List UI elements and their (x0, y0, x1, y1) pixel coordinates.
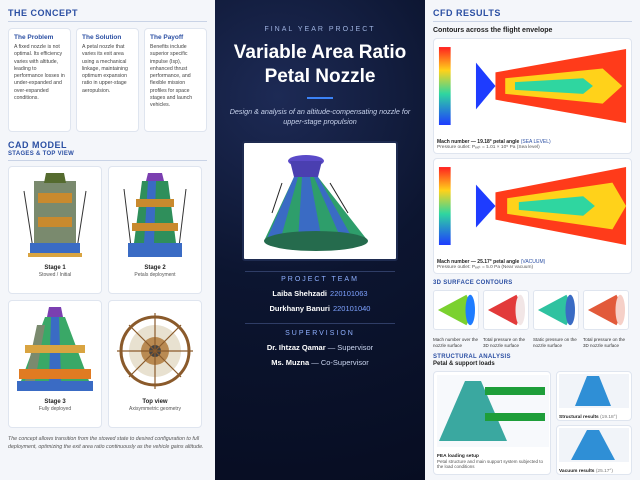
accent-bar (307, 97, 333, 99)
divider (245, 271, 395, 272)
mini-angle: (25.17°) (595, 468, 613, 474)
struct-results (556, 371, 632, 475)
fea-sub: Petal structure and main support system subjected to the load conditions (437, 458, 544, 469)
team-member (215, 289, 425, 298)
surface-caption: Total pressure on the 3D nozzle surface (583, 337, 626, 348)
cfd-card-vacuum (433, 158, 632, 274)
supervisor-name: Dr. Ihtzaz Qamar (266, 343, 326, 353)
cad-grid (8, 166, 207, 428)
concept-cards (8, 28, 207, 132)
struct-title: STRUCTURAL ANALYSIS (433, 353, 511, 360)
surface-mach-icon (433, 290, 479, 330)
surface-static-pressure-icon (533, 290, 579, 330)
cfd-subtitle: Contours across the flight envelope (433, 27, 553, 34)
divider (8, 160, 207, 161)
surface-total-pressure-icon (483, 290, 529, 330)
stage-caption: Axisymmetric geometry (129, 406, 181, 412)
cfd-title: CFD RESULTS (433, 8, 501, 18)
stage-label: Stage 1 (44, 265, 66, 271)
surface-title: 3D SURFACE CONTOURS (433, 280, 513, 286)
stage-3-render-icon (15, 305, 95, 397)
stage-label: Stage 2 (144, 265, 166, 271)
cad-stage-2 (108, 166, 202, 294)
surface-caption: Total pressure on the 3D nozzle surface (483, 337, 526, 348)
card-title: The Solution (82, 34, 122, 41)
struct-subtitle: Petal & support loads (433, 360, 495, 367)
title-line-1: Variable Area Ratio (233, 42, 407, 63)
cad-stage-3 (8, 300, 102, 428)
card-problem (8, 28, 71, 132)
supervisor (215, 343, 425, 352)
surface-item (483, 290, 529, 349)
stage-caption: Fully deployed (38, 406, 72, 412)
stage-label: Top view (142, 399, 168, 405)
cfd-subcaption: Pressure outlet: Pₑₓᵢₜ = 5.0 Pa (Near vacuum) (437, 265, 534, 270)
cfd-card-sea-level (433, 38, 632, 154)
mini-label: Vacuum results (559, 468, 595, 474)
stage-1-render-icon (20, 171, 90, 263)
card-text: A fixed nozzle is not optimal. Its efficiency varies with altitude, leading to performance losses in under-expanded and over-expanded conditions. (14, 44, 65, 101)
member-name: Laiba Shehzadi (272, 289, 328, 299)
stage-caption: Stowed / Initial (38, 272, 72, 278)
mini-caption (559, 469, 629, 474)
cad-subtitle: STAGES & TOP VIEW (8, 151, 75, 157)
mach-contour-vacuum-icon (437, 162, 628, 252)
card-text: Benefits include superior specific impulse (Isp), enhanced thrust performance, and flexible mission profiles for space stages and launch vehicles. (150, 44, 193, 109)
mach-contour-sea-level-icon (437, 42, 628, 132)
supervision-heading: SUPERVISION (285, 330, 355, 338)
co-supervisor (215, 358, 425, 367)
supervisor-name: Ms. Muzna (271, 358, 310, 368)
surface-item (433, 290, 479, 349)
card-text: A petal nozzle that varies its exit area using a mechanical linkage, maintaining optimum expansion ratio in upper-stage aeropulsion. (82, 44, 128, 94)
hero-render (242, 141, 398, 261)
center-column (215, 0, 425, 480)
card-payoff (144, 28, 207, 132)
member-name: Durkhany Banuri (269, 304, 330, 314)
divider (433, 21, 632, 22)
mini-angle: (19.18°) (600, 414, 618, 420)
stage-2-render-icon (120, 171, 190, 263)
cfd-caption-text: Mach number — 25.17° petal angle (437, 259, 520, 265)
surface-caption: Mach number over the nozzle surface (433, 337, 479, 348)
card-title: The Payoff (150, 34, 184, 41)
cad-top-view (108, 300, 202, 428)
divider (245, 323, 395, 324)
concept-title: THE CONCEPT (8, 8, 79, 18)
member-roll: 220101040 (332, 304, 371, 314)
mini-label: Structural results (559, 414, 599, 420)
vacuum-result-icon (559, 428, 629, 462)
project-tagline: Design & analysis of an altitude-compensating nozzle for upper-stage propulsion (229, 106, 411, 126)
card-title: The Problem (14, 34, 54, 41)
title-line-2: Petal Nozzle (264, 65, 376, 87)
divider (8, 21, 207, 22)
struct-result-icon (559, 374, 629, 408)
stage-label: Stage 3 (44, 399, 66, 405)
cfd-subcaption: Pressure outlet: Pₑₓᵢₜ = 1.01 × 10⁵ Pa (Sea level) (437, 145, 540, 150)
team-member (215, 304, 425, 313)
mini-caption (559, 415, 629, 420)
project-title (215, 41, 425, 89)
cfd-tag: (SEA LEVEL) (520, 139, 551, 145)
card-solution (76, 28, 139, 132)
top-view-render-icon (117, 305, 193, 397)
fea-label: FEA loading setup (437, 453, 479, 459)
supervisor-role: — Co-Supervisor (311, 358, 369, 368)
struct-row (433, 371, 632, 475)
stage-caption: Petals deployment (134, 272, 176, 278)
team-heading: PROJECT TEAM (281, 276, 359, 284)
fea-model-icon (437, 375, 549, 447)
cfd-tag: (VACUUM) (520, 259, 546, 265)
project-kicker: FINAL YEAR PROJECT (264, 26, 376, 33)
cad-footnote: The concept allows transition from the stowed state to desired configuration to full deployment, optimizing the exit area ratio continuously as the vehicle gains altitude. (8, 436, 204, 450)
cad-stage-1 (8, 166, 102, 294)
surface-item (583, 290, 629, 349)
nozzle-render-icon (244, 143, 396, 259)
left-column (0, 0, 215, 480)
cad-title: CAD MODEL (8, 140, 67, 150)
right-column (425, 0, 640, 480)
supervisor-role: — Supervisor (327, 343, 374, 353)
surface-caption: Static pressure on the nozzle surface (533, 337, 577, 348)
surface-item (533, 290, 579, 349)
surface-row (433, 290, 632, 349)
struct-result-vacuum (556, 425, 632, 475)
cfd-caption-text: Mach number — 19.18° petal angle (437, 139, 520, 145)
surface-total-pressure-3d-icon (583, 290, 629, 330)
struct-result-sea (556, 371, 632, 421)
member-roll: 220101063 (330, 289, 368, 299)
fea-setup (433, 371, 551, 475)
